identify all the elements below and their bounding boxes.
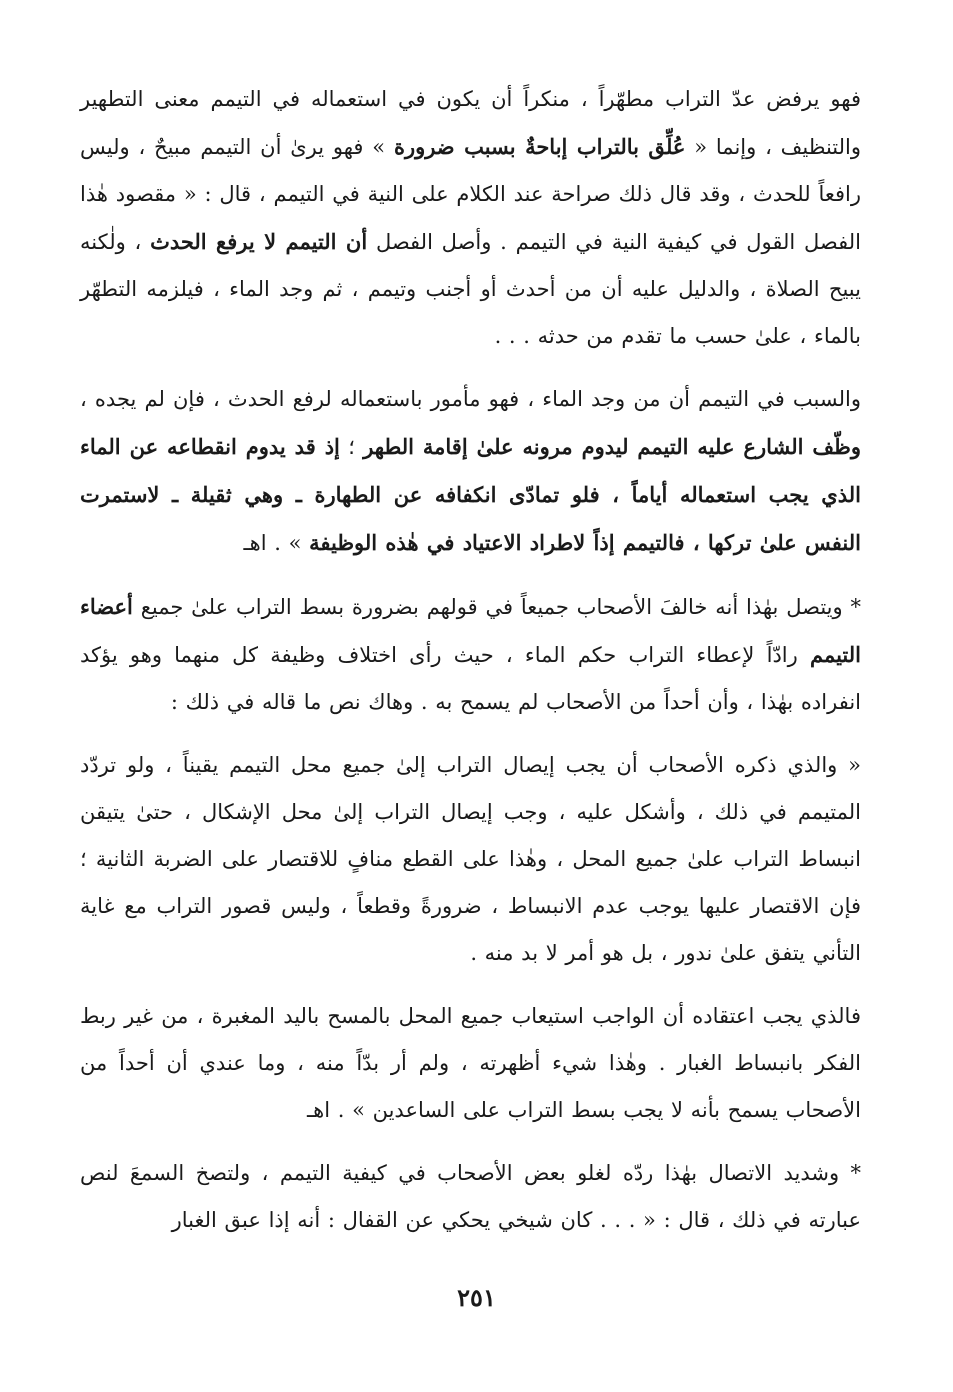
paragraph-4 xyxy=(80,742,861,977)
para-2-seg-1: والسبب في التيمم أن من وجد الماء ، فهو مأمور باستعماله لرفع الحدث ، فإن لم يجده ، xyxy=(80,387,861,411)
para-5-seg-1: فالذي يجب اعتقاده أن الواجب استيعاب جميع المحل بالمسح باليد المغبرة ، من غير ربط الفكر بانبساط الغبار . وهٰذا شيء أظهرته ، ولم أر بدّاً منه ، وما عندي أن أحداً من الأصحاب يسمح بأنه لا يجب بسط التراب على الساعدين » . اهـ xyxy=(80,1004,861,1122)
paragraph-2 xyxy=(80,376,861,567)
para-1-seg-4: أن التيمم لا يرفع الحدث xyxy=(150,229,368,254)
paragraph-1 xyxy=(80,76,861,360)
para-1-seg-2: عُلِّق بالتراب إباحةٌ بسبب ضرورة xyxy=(393,134,686,159)
para-4-seg-1: « والذي ذكره الأصحاب أن يجب إيصال التراب إلىٰ جميع محل التيمم يقيناً ، ولو تردّد المتيمم في ذلك ، وأشكل عليه ، وجب إيصال التراب إلىٰ محل الإشكال ، حتىٰ يتيقن انبساط التراب علىٰ جميع المحل ، وهٰذا على القطع منافٍ للاقتصار على الضربة الثانية ؛ فإن الاقتصار عليها يوجب عدم الانبساط ، ضرورةً وقطعاً ، وليس قصور التراب مع غاية التأني يتفق علىٰ ندور ، بل هو أمر لا بد منه . xyxy=(80,753,861,965)
para-1-seg-5: ، ولٰكنه يبيح الصلاة ، والدليل عليه أن من أحدث أو أجنب وتيمم ، ثم وجد الماء ، فيلزمه التطهّر بالماء ، علىٰ حسب ما تقدم من حدثه . . . xyxy=(80,230,861,348)
para-1-seg-1: فهو يرفض عدّ التراب مطهّراً ، منكراً أن يكون في استعماله في التيمم معنى التطهير والتنظيف ، وإنما « xyxy=(80,87,862,159)
para-2-seg-2: وظّف الشارع عليه التيمم ليدوم مرونه علىٰ إقامة الطهر xyxy=(363,434,861,459)
page-number: ٢٥١ xyxy=(457,1283,496,1312)
para-3-seg-2: أعضاء التيمم xyxy=(80,594,861,667)
paragraph-3 xyxy=(80,583,861,726)
para-3-seg-3: رادّاً لإعطاء التراب حكم الماء ، حيث رأى اختلاف وظيفة كل منهما وهو يؤكد انفراده بهٰذا ، وأن أحداً من الأصحاب لم يسمح به . وهاك نص ما قاله في ذلك : xyxy=(80,643,861,714)
para-6-seg-1: * وشديد الاتصال بهٰذا ردّه لغلو بعض الأصحاب في كيفية التيمم ، ولتصخ السمعَ لنص عبارته في ذلك ، قال : « . . . كان شيخي يحكي عن القفال : أنه إذا عبق الغبار xyxy=(80,1161,861,1232)
para-2-seg-3: ؛ xyxy=(339,435,364,459)
para-1-seg-3: » فهو يرىٰ أن التيمم مبيحٌ ، وليس رافعاً للحدث ، وقد قال ذلك صراحة عند الكلام على النية في التيمم ، قال : « مقصود هٰذا الفصل القول في كيفية النية في التيمم . وأصل الفصل xyxy=(80,135,861,254)
para-3-seg-1: * ويتصل بهٰذا أنه خالفَ الأصحاب جميعاً في قولهم بضرورة بسط التراب علىٰ جميع xyxy=(132,595,861,619)
page-body xyxy=(80,76,861,1260)
para-2-seg-4: إذ قد يدوم انقطاعه عن الماء الذي يجب استعماله أياماً ، فلو تمادّى انكفافه عن الطهارة ـ وهي ثقيلة ـ لاستمرت النفس علىٰ تركها ، فالتيمم إذاً لاطراد الاعتياد في هٰذه الوظيفة xyxy=(80,434,861,555)
paragraph-6 xyxy=(80,1150,861,1244)
para-2-seg-5: » . اهـ xyxy=(243,531,310,555)
paragraph-5 xyxy=(80,993,861,1134)
